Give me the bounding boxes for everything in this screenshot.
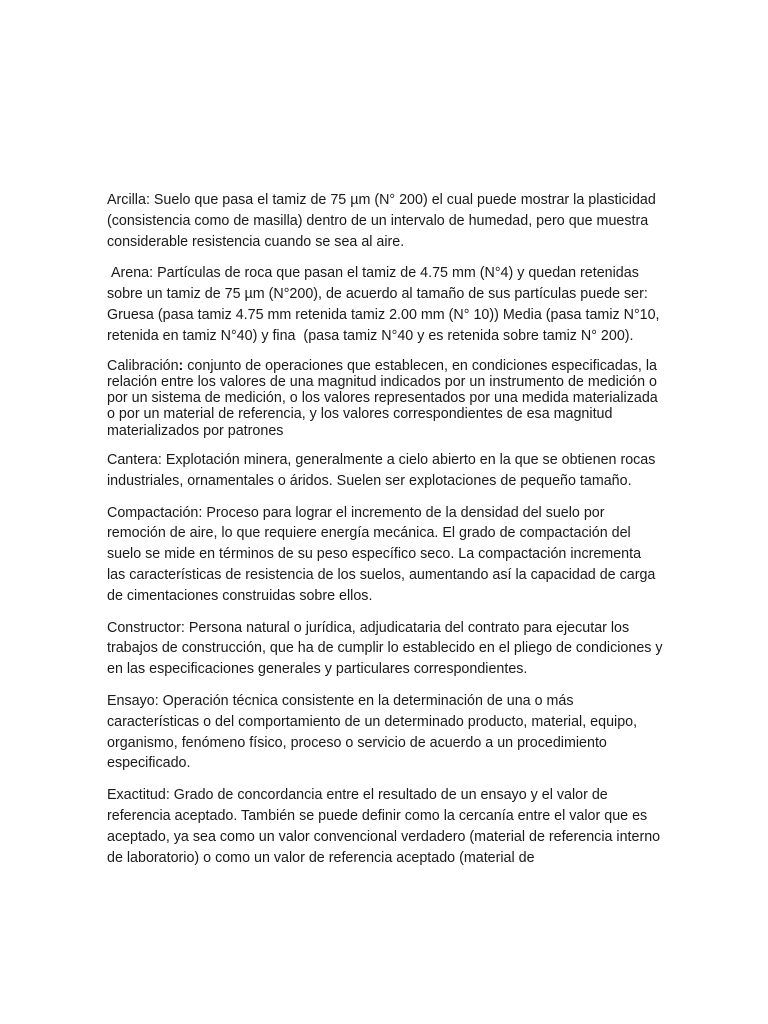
- entry-compactacion: [107, 503, 663, 607]
- entry-cantera: [107, 450, 663, 492]
- entry-separator: :: [180, 619, 185, 636]
- entry-definition: Explotación minera, generalmente a cielo abierto en la que se obtienen rocas industriales, ornamentales o áridos. Suelen ser explotaciones de pequeño tamaño.: [107, 452, 656, 489]
- document-body: [107, 190, 663, 879]
- entry-definition: Proceso para lograr el incremento de la densidad del suelo por remoción de aire, lo que requiere energía mecánica. El grado de compactación del suelo se mide en términos de su peso específico seco. La compactación incrementa las características de resistencia de los suelos, aumentando así la capacidad de carga de cimentaciones construidas sobre ellos.: [107, 504, 656, 604]
- entry-separator: :: [198, 504, 203, 521]
- entry-separator: :: [157, 452, 162, 469]
- entry-term: Constructor: [107, 619, 181, 636]
- entry-exactitud: [107, 785, 663, 868]
- entry-definition: Partículas de roca que pasan el tamiz de 4.75 mm (N°4) y quedan retenidas sobre un tamiz de 75 µm (N°200), de acuerdo al tamaño de sus partículas puede ser: Gruesa (pasa tamiz 4.75 mm retenida tamiz 2.00 mm (N° 10)) Media (pasa tamiz N°10, retenida en tamiz N°40) y fina (pasa tamiz N°40 y es retenida sobre tamiz N° 200).: [107, 265, 664, 344]
- entry-ensayo: [107, 691, 663, 774]
- entry-term: Compactación: [107, 504, 199, 521]
- entry-definition: Grado de concordancia entre el resultado de un ensayo y el valor de referencia aceptado. También se puede definir como la cercanía entre el valor que es aceptado, ya sea como un valor convencional verdadero (material de referencia interno de laboratorio) o como un valor de referencia aceptado (material de: [107, 787, 661, 866]
- entry-calibracion: [107, 358, 663, 439]
- entry-definition: Operación técnica consistente en la determinación de una o más características o del comportamiento de un determinado producto, material, equipo, organismo, fenómeno físico, proceso o servicio de acuerdo a un procedimiento especificado.: [107, 693, 638, 772]
- entry-term: Exactitud: [107, 787, 166, 804]
- entry-separator: :: [149, 265, 154, 282]
- entry-term: Arcilla: [107, 192, 146, 208]
- entry-separator: :: [154, 693, 159, 710]
- entry-separator: :: [145, 192, 150, 208]
- entry-term: Cantera: [107, 452, 158, 469]
- entry-definition: Persona natural o jurídica, adjudicataria del contrato para ejecutar los trabajos de construcción, que ha de cumplir lo establecido en el pliego de condiciones y en las especificaciones generales y particulares correspondientes.: [107, 619, 663, 678]
- entry-definition: conjunto de operaciones que establecen, en condiciones especificadas, la relación entre los valores de una magnitud indicados por un instrumento de medición o por un sistema de medición, o los valores representados por una medida materializada o por un material de referencia, y los valores correspondientes de esa magnitud materializados por patrones: [107, 357, 658, 439]
- entry-definition: Suelo que pasa el tamiz de 75 µm (N° 200) el cual puede mostrar la plasticidad (consistencia como de masilla) dentro de un intervalo de humedad, pero que muestra considerable resistencia cuando se sea al aire.: [107, 192, 656, 250]
- entry-arena: [107, 263, 663, 346]
- entry-term: Calibración: [107, 357, 179, 374]
- entry-term: Ensayo: [107, 693, 155, 710]
- entry-separator: :: [165, 787, 170, 804]
- entry-term: Arena: [107, 265, 150, 282]
- entry-separator: :: [178, 357, 184, 374]
- entry-arcilla: [107, 190, 663, 252]
- entry-constructor: [107, 618, 663, 680]
